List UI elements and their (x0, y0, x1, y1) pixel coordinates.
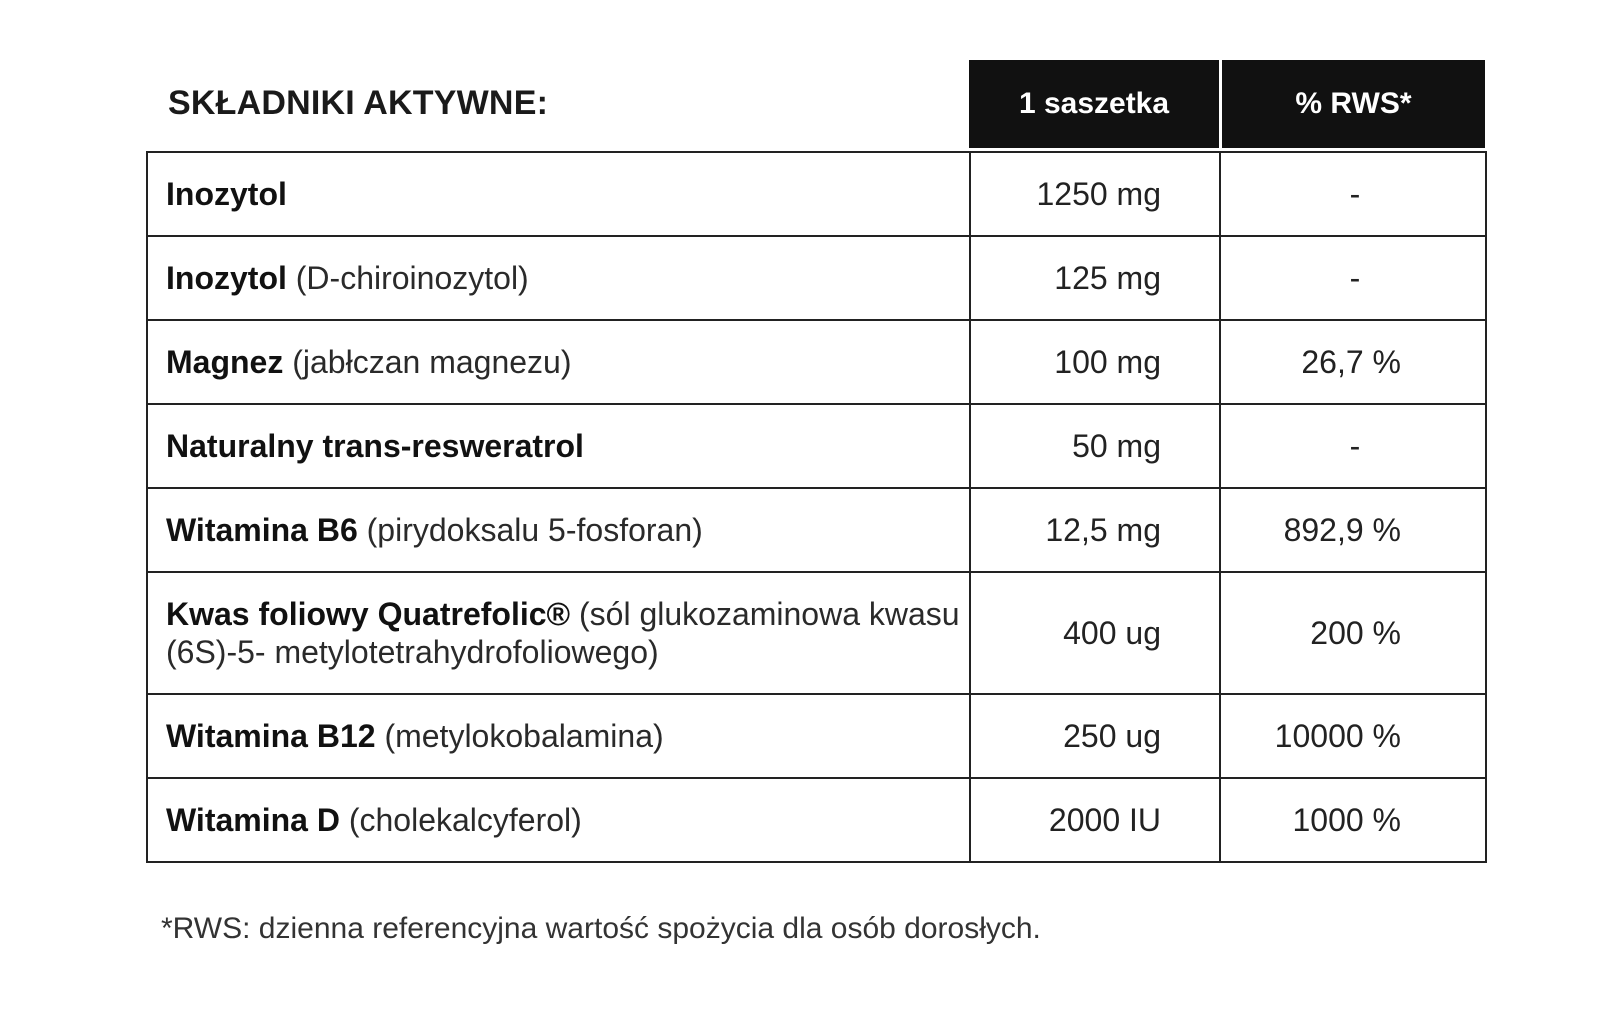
ingredient-name-bold: Magnez (166, 343, 284, 380)
table-row (147, 778, 1486, 862)
ingredient-rws: 10000 % (1220, 694, 1486, 778)
table-row (147, 404, 1486, 488)
nutrient-table (146, 151, 1487, 863)
ingredient-quantity: 100 mg (970, 320, 1220, 404)
table-row (147, 152, 1486, 236)
ingredient-name-desc: (pirydoksalu 5-fosforan) (366, 511, 703, 548)
ingredient-rws: 892,9 % (1220, 488, 1486, 572)
page-title: SKŁADNIKI AKTYWNE: (168, 84, 549, 122)
ingredient-name-desc: (cholekalcyferol) (348, 801, 582, 838)
column-header-quantity: 1 saszetka (969, 60, 1219, 148)
ingredient-name (147, 694, 970, 778)
ingredient-quantity: 2000 IU (970, 778, 1220, 862)
ingredient-name (147, 320, 970, 404)
ingredient-name-bold: Naturalny trans-resweratrol (166, 427, 584, 464)
ingredient-name-bold: Witamina B6 (166, 511, 358, 548)
table-row (147, 320, 1486, 404)
ingredient-quantity: 1250 mg (970, 152, 1220, 236)
ingredient-name (147, 778, 970, 862)
ingredient-quantity: 50 mg (970, 404, 1220, 488)
ingredient-name (147, 236, 970, 320)
table-row (147, 488, 1486, 572)
ingredient-name-desc: (metylokobalamina) (384, 717, 664, 754)
ingredient-name-bold: Kwas foliowy Quatrefolic® (166, 595, 571, 632)
ingredient-name-desc: (sól glukozaminowa kwasu (6S)-5- metylotetrahydrofoliowego) (166, 595, 960, 670)
table-row (147, 694, 1486, 778)
ingredient-quantity: 125 mg (970, 236, 1220, 320)
ingredient-rws: - (1220, 404, 1486, 488)
ingredient-name (147, 404, 970, 488)
ingredient-rws: 26,7 % (1220, 320, 1486, 404)
ingredient-name-desc: (jabłczan magnezu) (292, 343, 572, 380)
ingredient-name-bold: Witamina B12 (166, 717, 376, 754)
ingredient-rws: 200 % (1220, 572, 1486, 694)
ingredient-name-bold: Inozytol (166, 259, 287, 296)
ingredient-name-desc: (D-chiroinozytol) (295, 259, 529, 296)
ingredient-quantity: 250 ug (970, 694, 1220, 778)
ingredient-name (147, 572, 970, 694)
ingredient-name (147, 152, 970, 236)
ingredient-rws: - (1220, 152, 1486, 236)
table-row (147, 572, 1486, 694)
ingredient-rws: - (1220, 236, 1486, 320)
ingredient-name-bold: Witamina D (166, 801, 340, 838)
ingredient-name-bold: Inozytol (166, 175, 287, 212)
ingredient-quantity: 12,5 mg (970, 488, 1220, 572)
column-header-rws: % RWS* (1222, 60, 1485, 148)
ingredient-rws: 1000 % (1220, 778, 1486, 862)
footnote: *RWS: dzienna referencyjna wartość spożycia dla osób dorosłych. (161, 912, 1041, 945)
ingredient-quantity: 400 ug (970, 572, 1220, 694)
ingredient-name (147, 488, 970, 572)
table-row (147, 236, 1486, 320)
table-header (969, 60, 1485, 148)
